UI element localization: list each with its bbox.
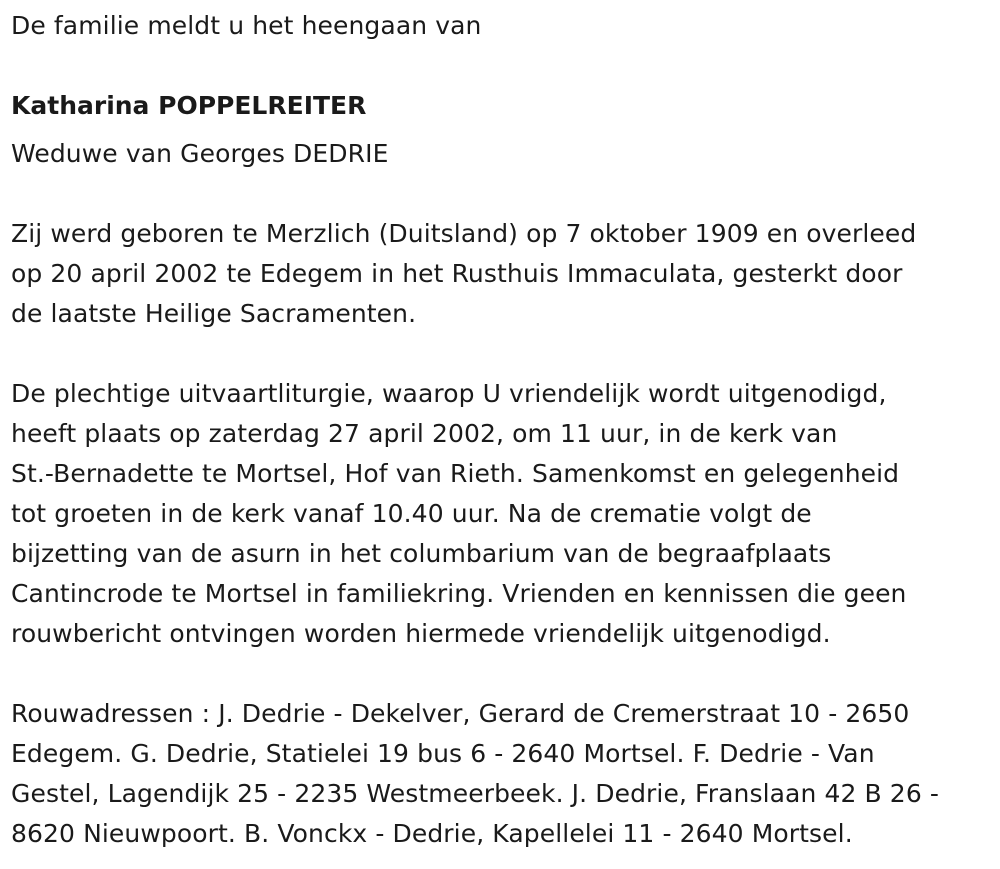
paragraph-line: tot groeten in de kerk vanaf 10.40 uur. Na de crematie volgt de [11,499,812,528]
paragraph-line: Cantincrode te Mortsel in familiekring. Vrienden en kennissen die geen [11,579,907,608]
paragraph-line: 8620 Nieuwpoort. B. Vonckx - Dedrie, Kapellelei 11 - 2640 Mortsel. [11,819,853,848]
death-notice [11,6,986,854]
intro-text: De familie meldt u het heengaan van [11,11,482,40]
birth-death-paragraph [11,214,986,334]
paragraph-line: heeft plaats op zaterdag 27 april 2002, om 11 uur, in de kerk van [11,419,838,448]
paragraph-line: Zij werd geboren te Merzlich (Duitsland) op 7 oktober 1909 en overleed [11,219,917,248]
paragraph-line: St.-Bernadette te Mortsel, Hof van Rieth. Samenkomst en gelegenheid [11,459,900,488]
paragraph-line: rouwbericht ontvingen worden hiermede vriendelijk uitgenodigd. [11,619,831,648]
paragraph-line: Edegem. G. Dedrie, Statielei 19 bus 6 - 2640 Mortsel. F. Dedrie - Van [11,739,875,768]
paragraph-line: De plechtige uitvaartliturgie, waarop U vriendelijk wordt uitgenodigd, [11,379,887,408]
funeral-paragraph [11,374,986,654]
paragraph-line: Rouwadressen : J. Dedrie - Dekelver, Gerard de Cremerstraat 10 - 2650 [11,699,910,728]
deceased-name: Katharina POPPELREITER [11,91,367,120]
addresses-paragraph [11,694,986,854]
paragraph-line: op 20 april 2002 te Edegem in het Rusthuis Immaculata, gesterkt door [11,259,903,288]
paragraph-line: bijzetting van de asurn in het columbarium van de begraafplaats [11,539,832,568]
paragraph-line: de laatste Heilige Sacramenten. [11,299,417,328]
paragraph-line: Gestel, Lagendijk 25 - 2235 Westmeerbeek. J. Dedrie, Franslaan 42 B 26 - [11,779,939,808]
relation-text: Weduwe van Georges DEDRIE [11,139,389,168]
